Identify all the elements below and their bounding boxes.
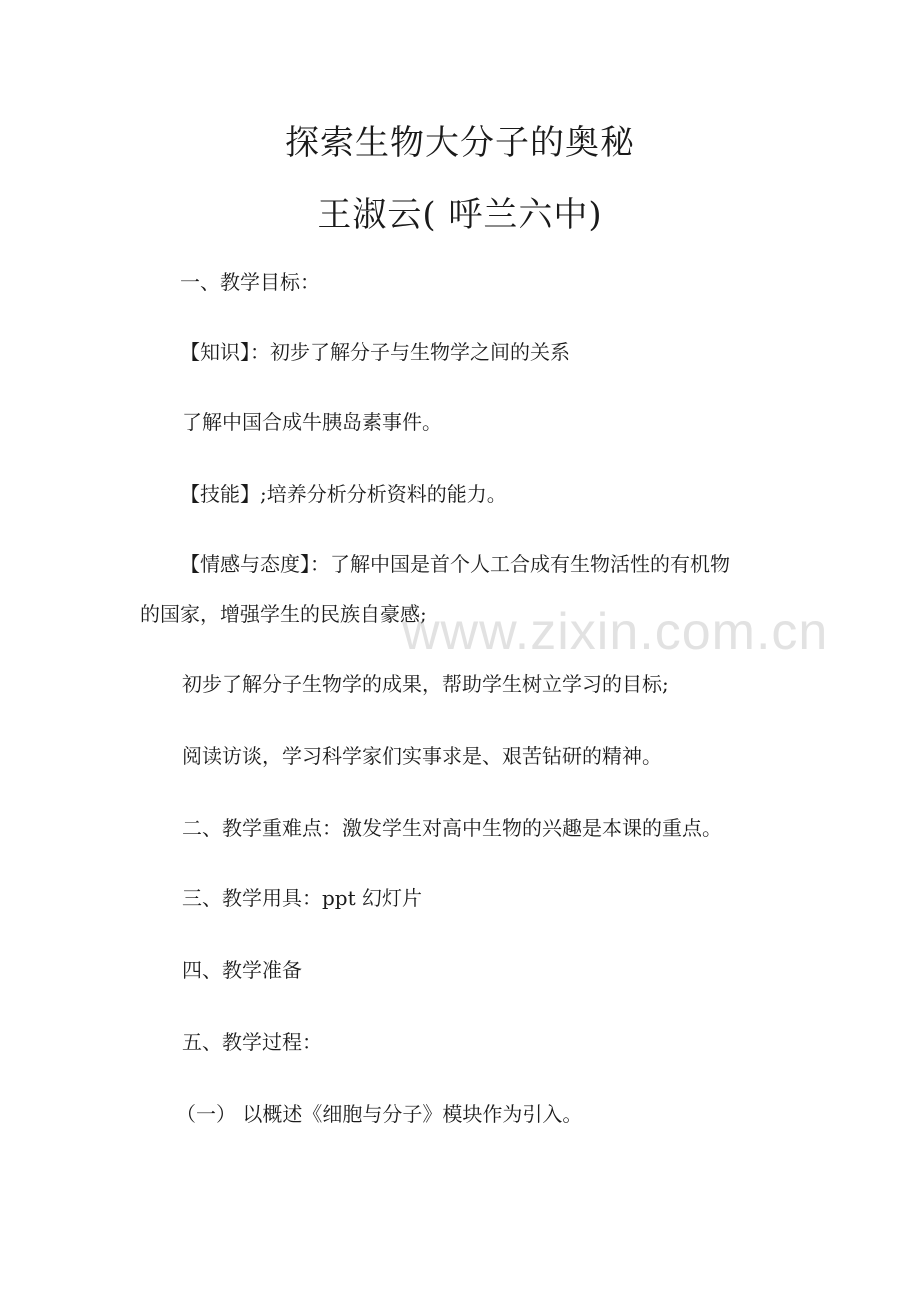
attitude-objective-3: 阅读访谈，学习科学家们实事求是、艰苦钻研的精神。 bbox=[182, 744, 662, 768]
attitude-objective-cont: 的国家，增强学生的民族自豪感; bbox=[140, 602, 427, 626]
knowledge-objective: 【知识】：初步了解分子与生物学之间的关系 bbox=[180, 340, 570, 364]
skill-objective: 【技能】;培养分析分析资料的能力。 bbox=[180, 482, 507, 506]
attitude-objective-2: 初步了解分子生物学的成果，帮助学生树立学习的目标; bbox=[182, 672, 669, 696]
process-step-1: （一） 以概述《细胞与分子》模块作为引入。 bbox=[176, 1102, 583, 1126]
section-objectives-heading: 一、教学目标： bbox=[180, 270, 320, 294]
watermark: www.zixin.com.cn bbox=[402, 603, 829, 661]
knowledge-objective-cont: 了解中国合成牛胰岛素事件。 bbox=[182, 410, 442, 434]
section-preparation: 四、教学准备 bbox=[182, 958, 302, 982]
document-title: 探索生物大分子的奥秘 bbox=[285, 123, 635, 163]
attitude-objective: 【情感与态度】：了解中国是首个人工合成有生物活性的有机物 bbox=[180, 552, 730, 576]
section-process: 五、教学过程： bbox=[182, 1030, 322, 1054]
section-key-points: 二、教学重难点：激发学生对高中生物的兴趣是本课的重点。 bbox=[182, 816, 722, 840]
document-subtitle: 王淑云( 呼兰六中) bbox=[317, 195, 603, 235]
section-teaching-tools: 三、教学用具：ppt 幻灯片 bbox=[182, 886, 422, 910]
